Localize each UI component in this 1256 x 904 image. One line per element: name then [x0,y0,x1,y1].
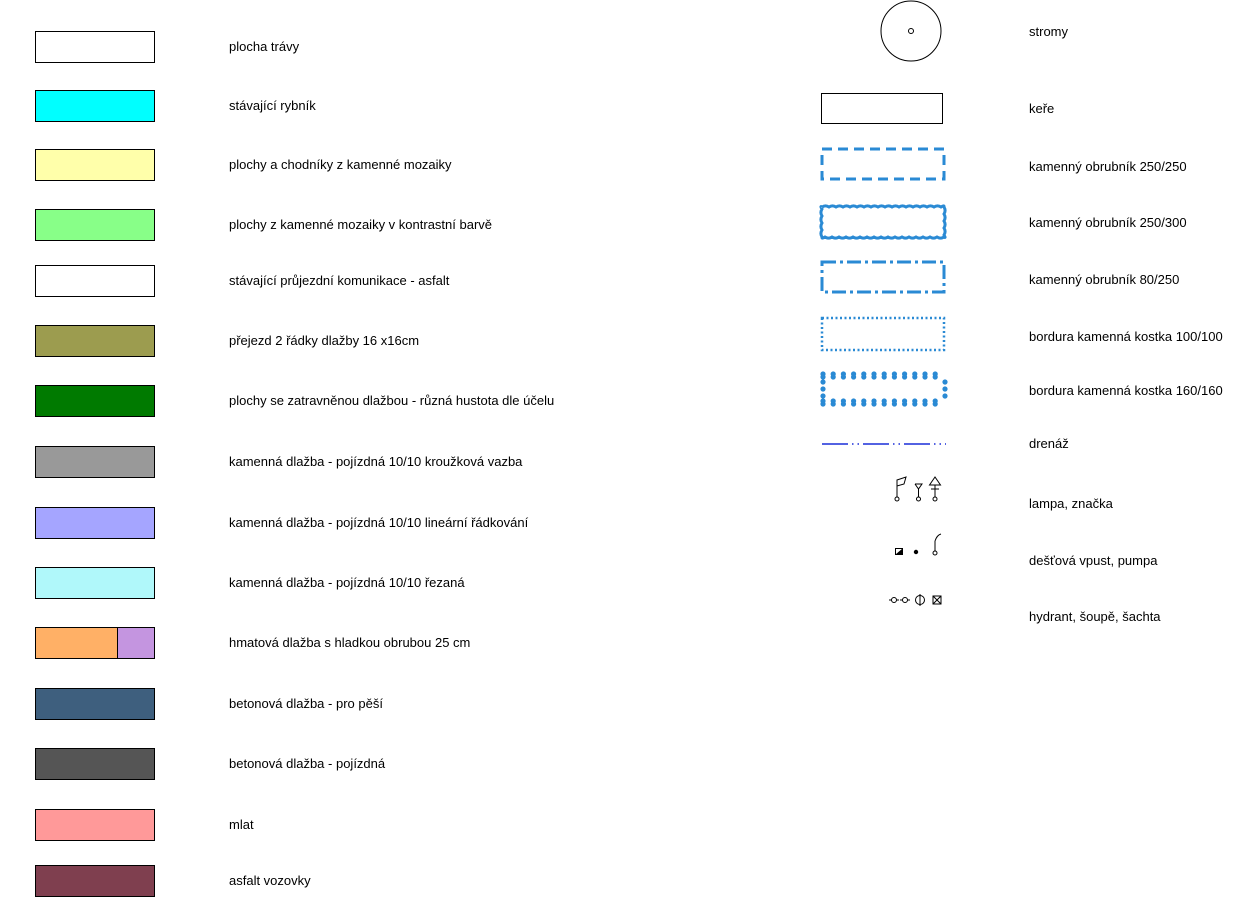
border-dot [861,374,866,379]
color-swatch [35,325,155,357]
curb-dashed-icon [800,147,960,197]
legend-label: kamenný obrubník 250/250 [1029,159,1187,174]
legend-item-gravel [0,809,640,843]
border-dot [933,374,938,379]
curb-wavy-icon [800,203,960,253]
border-dot [851,398,856,403]
border-dot [851,374,856,379]
border-dot [820,379,825,384]
border-dot [922,374,927,379]
color-swatch [35,90,155,122]
legend-item-contrast-mosaic [0,209,640,243]
legend-label: hmatová dlažba s hladkou obrubou 25 cm [229,635,471,650]
legend-item-curb-250-250 [800,147,1256,197]
color-swatch [35,385,155,417]
legend-label: bordura kamenná kostka 100/100 [1029,329,1223,344]
legend-item-pond [0,90,640,124]
legend-label: mlat [229,817,254,832]
border-dot [831,398,836,403]
legend-label: kamenný obrubník 250/300 [1029,215,1187,230]
border-dot [861,398,866,403]
border-dot [871,398,876,403]
border-dot [933,398,938,403]
border-dot [820,374,825,379]
border-dot [841,398,846,403]
legend-item-road-asphalt [0,865,640,899]
color-swatch [35,809,155,841]
legend-label: bordura kamenná kostka 160/160 [1029,383,1223,398]
legend-item-crossing [0,325,640,359]
legend-item-curb-80-250 [800,259,1256,309]
legend-label: dešťová vpust, pumpa [1029,553,1158,568]
color-swatch [35,567,155,599]
shrub-symbol-icon [800,92,960,142]
color-swatch [35,265,155,297]
color-swatch-part-primary [36,628,117,658]
legend-label: kamenný obrubník 80/250 [1029,272,1180,287]
legend-label: plochy z kamenné mozaiky v kontrastní barvě [229,217,493,232]
border-dot [820,386,825,391]
legend-item-concrete-pedestrian [0,688,640,722]
legend-item-border-100-100 [800,315,1256,365]
legend-item-concrete-vehicular [0,748,640,782]
color-swatch [35,31,155,63]
legend-label: betonová dlažba - pro pěší [229,696,383,711]
color-swatch [35,209,155,241]
border-dot [892,374,897,379]
legend-label: přejezd 2 řádky dlažby 16 x16cm [229,333,420,348]
hydrant-valve-manhole-icon [800,588,960,638]
border-dot [942,386,947,391]
legend-label: stromy [1029,24,1068,39]
curb-dash-dot-icon [800,259,960,309]
legend-label: kamenná dlažba - pojízdná 10/10 řezaná [229,575,465,590]
border-dotted-small-icon [800,315,960,365]
legend-label: plocha trávy [229,39,300,54]
border-dot [831,374,836,379]
drain-pump-icon [800,531,960,581]
legend-label: kamenná dlažba - pojízdná 10/10 kroužková vazba [229,454,523,469]
color-swatch [35,865,155,897]
legend-item-hydrant [800,588,1256,638]
lamp-sign-icon [800,474,960,524]
legend-item-grass [0,31,640,65]
legend-label: drenáž [1029,436,1069,451]
color-swatch [35,688,155,720]
legend-label: stávající průjezdní komunikace - asfalt [229,273,450,288]
legend-label: plochy se zatravněnou dlažbou - různá hustota dle účelu [229,393,555,408]
legend-item-shrubs [800,92,1256,142]
border-dotted-large-icon [800,366,960,416]
color-swatch-part-secondary [117,628,154,658]
legend-label: plochy a chodníky z kamenné mozaiky [229,157,452,172]
legend-item-tactile [0,627,640,661]
color-swatch [35,748,155,780]
legend-label: kamenná dlažba - pojízdná 10/10 lineární řádkování [229,515,529,530]
border-dot [820,393,825,398]
border-dot [942,393,947,398]
legend-item-drain-pump [800,531,1256,581]
border-dot [912,374,917,379]
legend-item-asphalt-road [0,265,640,299]
border-dot [871,374,876,379]
color-swatch [35,627,155,659]
border-dot [902,374,907,379]
legend-item-curb-250-300 [800,203,1256,253]
legend-item-grass-paving [0,385,640,419]
legend-item-lamp-sign [800,474,1256,524]
legend-item-border-160-160 [800,366,1256,416]
color-swatch [35,507,155,539]
border-dot [942,379,947,384]
legend-label: asfalt vozovky [229,873,311,888]
border-dot [841,374,846,379]
legend-item-stone-cut [0,567,640,601]
legend-item-stone-linear [0,507,640,541]
border-dot [912,398,917,403]
legend-item-trees [800,0,1256,50]
border-dot [892,398,897,403]
legend-label: stávající rybník [229,98,316,113]
legend-item-stone-mosaic [0,149,640,183]
tree-symbol-icon [800,0,960,50]
color-swatch [35,149,155,181]
curb-wavy-outline [821,206,945,238]
color-swatch [35,446,155,478]
legend-label: keře [1029,101,1055,116]
border-dot [882,374,887,379]
border-dot [820,398,825,403]
border-dot [902,398,907,403]
legend-label: hydrant, šoupě, šachta [1029,609,1161,624]
border-dot [882,398,887,403]
legend-item-stone-ring [0,446,640,480]
legend-label: lampa, značka [1029,496,1113,511]
legend-label: betonová dlažba - pojízdná [229,756,386,771]
border-dot [922,398,927,403]
